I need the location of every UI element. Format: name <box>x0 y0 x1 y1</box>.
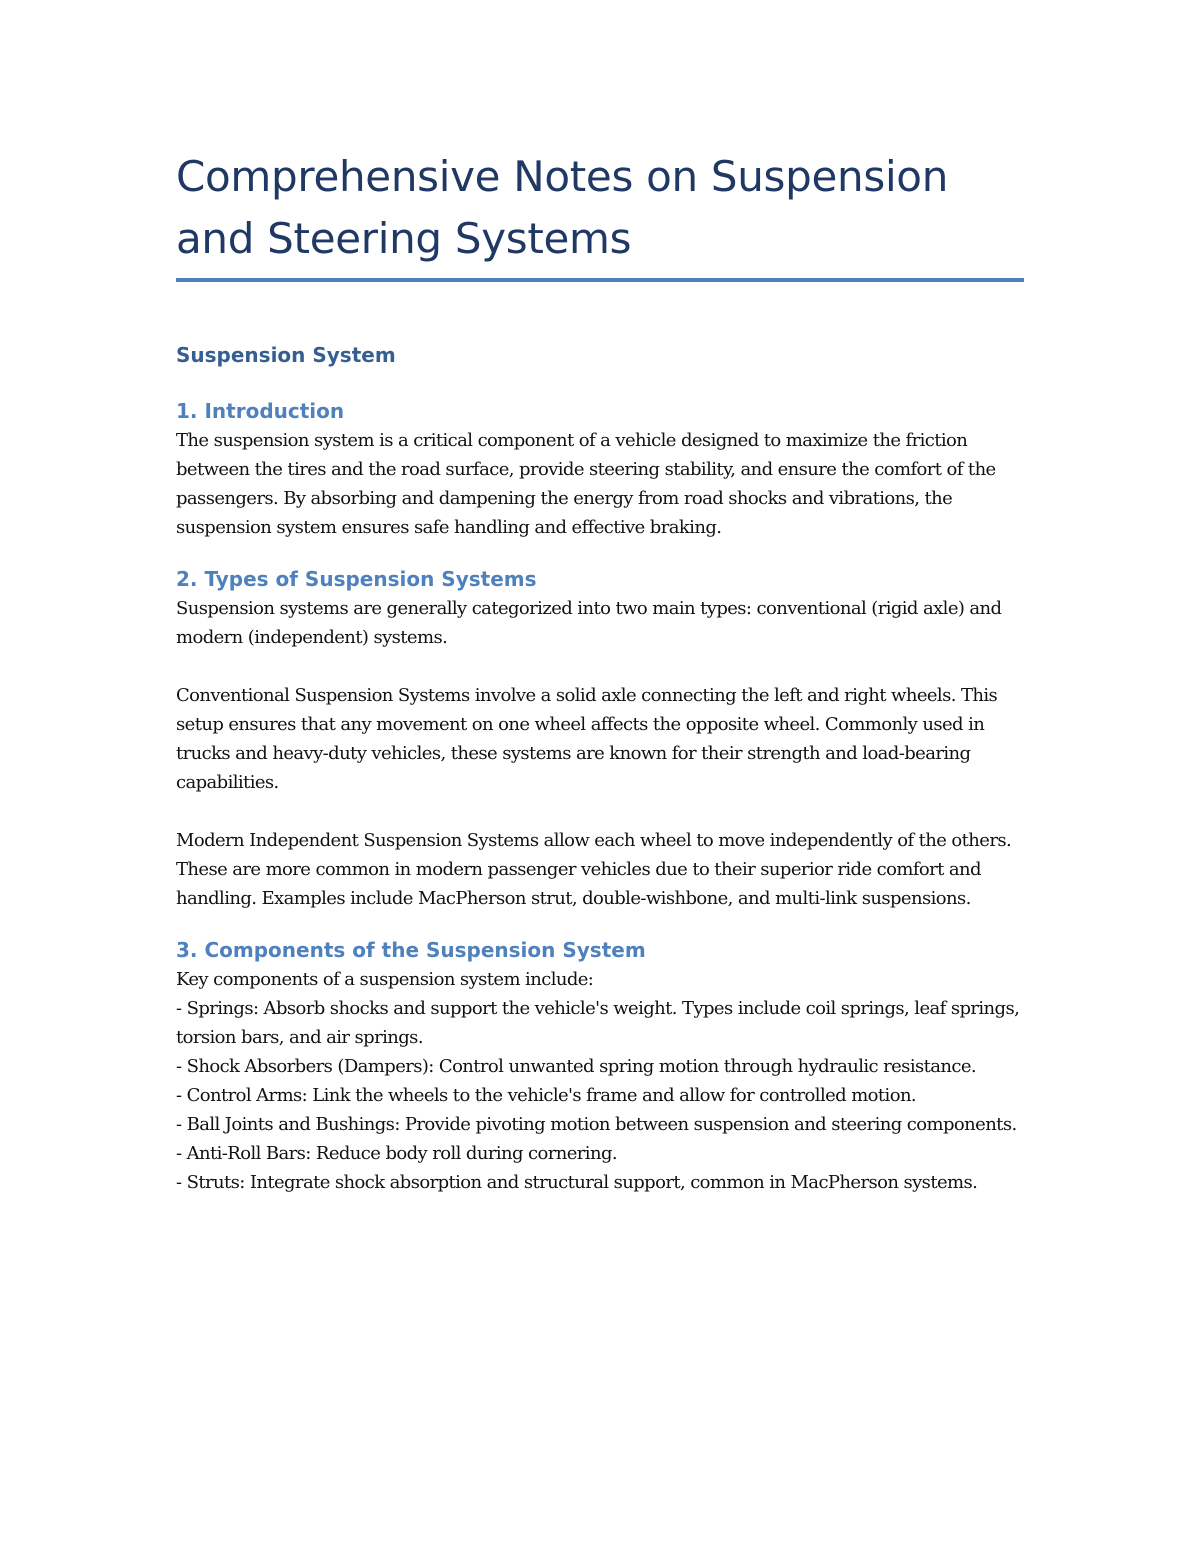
types-paragraph-overview: Suspension systems are generally categorized into two main types: conventional (rigid axle) and modern (independent) systems. <box>176 598 1002 648</box>
title-underline-rule <box>176 278 1024 282</box>
list-item-struts: - Struts: Integrate shock absorption and structural support, common in MacPherson systems. <box>176 1172 978 1193</box>
list-item-control-arms: - Control Arms: Link the wheels to the vehicle's frame and allow for controlled motion. <box>176 1085 917 1106</box>
heading-types-of-suspension: 2. Types of Suspension Systems <box>176 567 537 591</box>
heading-components: 3. Components of the Suspension System <box>176 938 646 962</box>
types-paragraph-conventional: Conventional Suspension Systems involve a solid axle connecting the left and right wheels. This setup ensures that any movement on one wheel affects the opposite wheel. Commonly used in trucks and heavy-duty vehicles, these systems are known for their strength and load-bearing capabilities. <box>176 685 998 793</box>
list-item-ball-joints: - Ball Joints and Bushings: Provide pivoting motion between suspension and steering components. <box>176 1114 1017 1135</box>
document-page <box>176 146 1026 1197</box>
section-heading-suspension-system: Suspension System <box>176 343 396 367</box>
list-item-shock-absorbers: - Shock Absorbers (Dampers): Control unwanted spring motion through hydraulic resistance. <box>176 1056 977 1077</box>
components-lead: Key components of a suspension system include: <box>176 969 594 990</box>
document-title: Comprehensive Notes on Suspension and Steering Systems <box>176 152 949 263</box>
list-item-springs: - Springs: Absorb shocks and support the vehicle's weight. Types include coil springs, leaf springs, torsion bars, and air springs. <box>176 998 1020 1048</box>
types-paragraph-independent: Modern Independent Suspension Systems allow each wheel to move independently of the others. These are more common in modern passenger vehicles due to their superior ride comfort and handling. Examples include MacPherson strut, double-wishbone, and multi-link suspensions. <box>176 830 1012 909</box>
list-item-anti-roll-bars: - Anti-Roll Bars: Reduce body roll during cornering. <box>176 1143 617 1164</box>
introduction-paragraph: The suspension system is a critical component of a vehicle designed to maximize the friction between the tires and the road surface, provide steering stability, and ensure the comfort of the passengers. By absorbing and dampening the energy from road shocks and vibrations, the suspension system ensures safe handling and effective braking. <box>176 430 996 538</box>
heading-introduction: 1. Introduction <box>176 399 345 423</box>
